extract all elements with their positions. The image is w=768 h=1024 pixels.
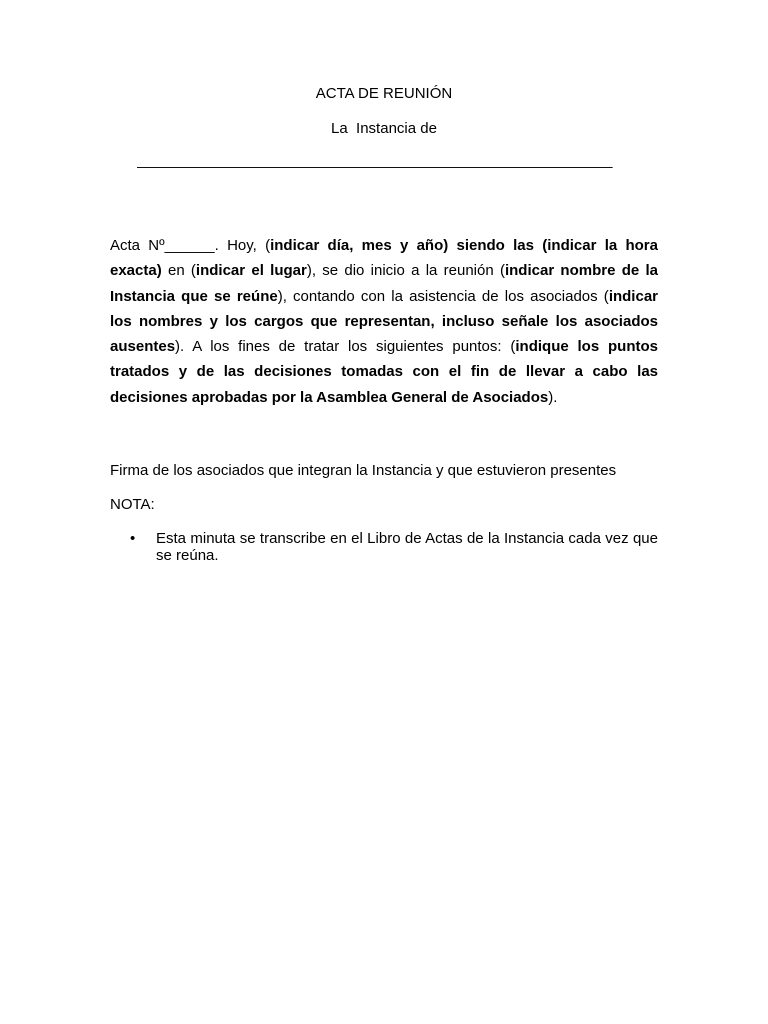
paragraph-bold-segment: indicar nombre de la Instancia que se reúne [110,262,658,305]
paragraph-bold-segment: indicar los nombres y los cargos que representan, incluso señale los asociados ausentes [110,287,658,356]
paragraph-bold-segment: indicar el lugar [195,262,307,280]
body-paragraph [110,233,658,410]
list-item-text: Esta minuta se transcribe en el Libro de Actas de la Instancia cada vez que se reúna. [156,530,658,564]
paragraph-segment: ). A los fines de tratar los siguientes puntos: ( [175,338,516,356]
document-title: ACTA DE REUNIÓN [315,85,453,102]
paragraph-segment: ), contando con la asistencia de los asociados ( [277,287,609,305]
nota-label: NOTA: [110,496,155,513]
paragraph-bold-segment: indicar día, mes y año) siendo las (indicar la hora exacta) [110,237,658,280]
document-subtitle: La Instancia de [331,120,437,137]
signature-line: Firma de los asociados que integran la Instancia y que estuvieron presentes [110,462,617,479]
paragraph-segment: Acta Nº______. Hoy, ( [110,237,271,254]
paragraph-segment: ), se dio inicio a la reunión ( [306,262,505,280]
blank-fill-line: _________________________________________________________ [137,152,613,169]
paragraph-bold-segment: indique los puntos tratados y de las decisiones tomadas con el fin de llevar a cabo las decisiones aprobadas por la Asamblea General de Asociados [110,338,658,406]
list-item [110,530,658,564]
paragraph-segment: en ( [161,262,196,280]
paragraph-segment: ). [548,388,558,406]
bullet-icon: • [130,530,136,547]
